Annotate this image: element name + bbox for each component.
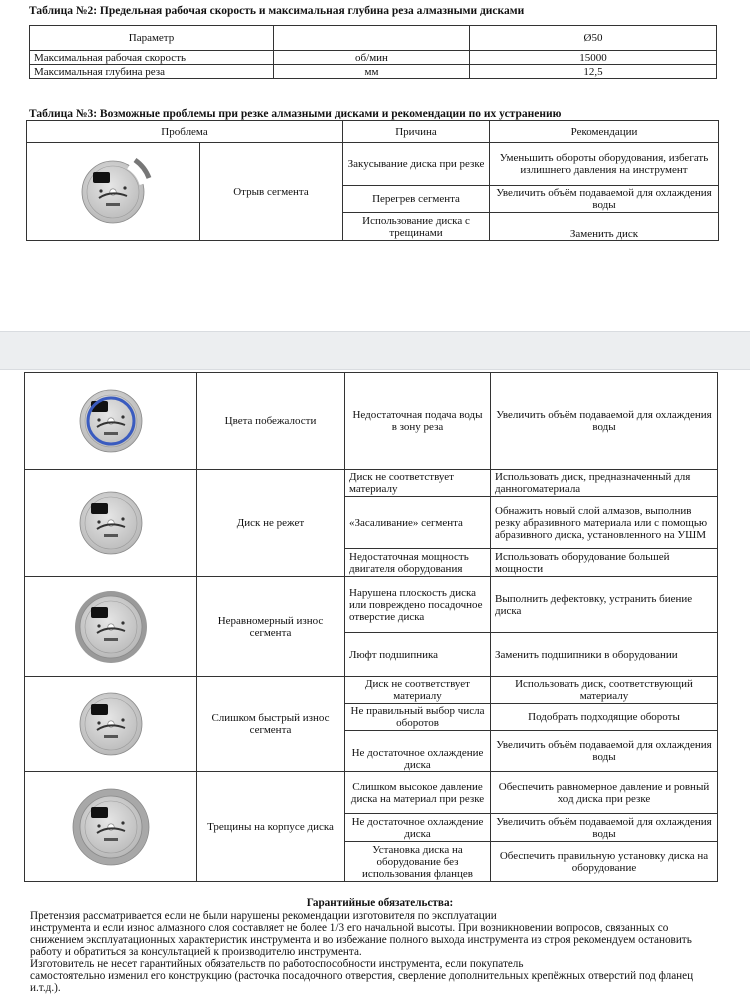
param-name: Максимальная глубина реза (30, 65, 274, 79)
recommendation: Заменить диск (490, 213, 719, 241)
cause: Недостаточная мощность двигателя оборудования (345, 549, 491, 577)
cause: Диск не соответствует материалу (345, 677, 491, 704)
recommendation: Заменить подшипники в оборудовании (491, 633, 718, 677)
warranty-title: Гарантийные обязательства: (306, 897, 454, 909)
cause: Слишком высокое давление диска на материал при резке (345, 772, 491, 814)
cause: «Засаливание» сегмента (345, 497, 491, 549)
table2-title: Таблица №2: Предельная рабочая скорость и максимальная глубина реза алмазными дисками (29, 5, 525, 17)
recommendation: Обеспечить равномерное давление и ровный ход диска при резке (491, 772, 718, 814)
cause: Не достаточное охлаждение диска (345, 731, 491, 772)
header-problem: Проблема (27, 121, 343, 143)
recommendation: Использовать диск, соответствующий материалу (491, 677, 718, 704)
recommendation: Увеличить объём подаваемой для охлаждения воды (490, 186, 719, 213)
cause: Недостаточная подача воды в зону реза (345, 373, 491, 470)
recommendation: Уменьшить обороты оборудования, избегать излишнего давления на инструмент (490, 143, 719, 186)
table3-title: Таблица №3: Возможные проблемы при резке алмазными дисками и рекомендации по их устранению (29, 108, 562, 120)
dull-disc-picture (74, 486, 148, 560)
param-name: Максимальная рабочая скорость (30, 51, 274, 65)
recommendation: Использовать диск, предназначенный для данногоматериала (491, 470, 718, 497)
problem-name: Неравномерный износ сегмента (197, 577, 345, 677)
recommendation: Выполнить дефектовку, устранить биение диска (491, 577, 718, 633)
problem-name: Слишком быстрый износ сегмента (197, 677, 345, 772)
param-value: 15000 (470, 51, 717, 65)
recommendation: Подобрать подходящие обороты (491, 704, 718, 731)
disc-image (25, 373, 197, 470)
warranty-section (30, 897, 730, 994)
header-parameter: Параметр (30, 26, 274, 51)
header-recommendation: Рекомендации (490, 121, 719, 143)
warranty-line: Изготовитель не несет гарантийных обязательств по работоспособности инструмента, если покупатель (30, 958, 524, 970)
cause: Не достаточное охлаждение диска (345, 814, 491, 842)
warranty-line: Претензия рассматривается если не были нарушены рекомендации изготовителя по эксплуатации (30, 910, 497, 922)
problems-table-top (26, 120, 719, 241)
warranty-line: снижением эксплуатационных характеристик инструмента и во избежание полного выхода инструмента из строя рекомендуем остановить (30, 934, 692, 946)
cracked-disc-picture (68, 784, 154, 870)
param-unit: об/мин (274, 51, 470, 65)
warranty-line: работу и обратиться за консультацией к производителю инструмента. (30, 946, 362, 958)
cause: Люфт подшипника (345, 633, 491, 677)
header-unit (274, 26, 470, 51)
fast-wear-disc-picture (74, 687, 148, 761)
warranty-line: и.т.д.). (30, 982, 61, 994)
recommendation: Увеличить объём подаваемой для охлаждения воды (491, 731, 718, 772)
problem-name: Диск не режет (197, 470, 345, 577)
discolored-disc-picture (74, 384, 148, 458)
cause: Перегрев сегмента (343, 186, 490, 213)
header-cause: Причина (343, 121, 490, 143)
uneven-wear-disc-picture (71, 587, 151, 667)
recommendation: Обнажить новый слой алмазов, выполнив резку абразивного материала или с помощью абразивного диска, установленного на УШМ (491, 497, 718, 549)
cause: Использование диска с трещинами (343, 213, 490, 241)
cause: Закусывание диска при резке (343, 143, 490, 186)
param-unit: мм (274, 65, 470, 79)
disc-image (25, 772, 197, 882)
cause: Не правильный выбор числа оборотов (345, 704, 491, 731)
cause: Нарушена плоскость диска или повреждено посадочное отверстие диска (345, 577, 491, 633)
warranty-line: инструмента и если износ алмазного слоя составляет не более 1/3 его начальной высоты. При возникновении вопросов, связанных со (30, 922, 669, 934)
cause: Установка диска на оборудование без использования фланцев (345, 842, 491, 882)
page-break-divider (0, 331, 750, 370)
disc-image (27, 143, 200, 241)
problem-name: Трещины на корпусе диска (197, 772, 345, 882)
disc-image (25, 577, 197, 677)
recommendation: Обеспечить правильную установку диска на оборудование (491, 842, 718, 882)
problem-name: Отрыв сегмента (200, 143, 343, 241)
recommendation: Увеличить объём подаваемой для охлаждения воды (491, 373, 718, 470)
warranty-line: самостоятельно изменил его конструкцию (расточка посадочного отверстия, сверление дополнительных крепёжных отверстий под фланец (30, 970, 694, 982)
broken-disc-picture (72, 151, 154, 233)
recommendation: Использовать оборудование большей мощности (491, 549, 718, 577)
speed-depth-table (29, 25, 717, 79)
disc-image (25, 470, 197, 577)
disc-image (25, 677, 197, 772)
problem-name: Цвета побежалости (197, 373, 345, 470)
cause: Диск не соответствует материалу (345, 470, 491, 497)
param-value: 12,5 (470, 65, 717, 79)
problems-table-continued (24, 372, 718, 882)
header-diameter: Ø50 (470, 26, 717, 51)
recommendation: Увеличить объём подаваемой для охлаждения воды (491, 814, 718, 842)
